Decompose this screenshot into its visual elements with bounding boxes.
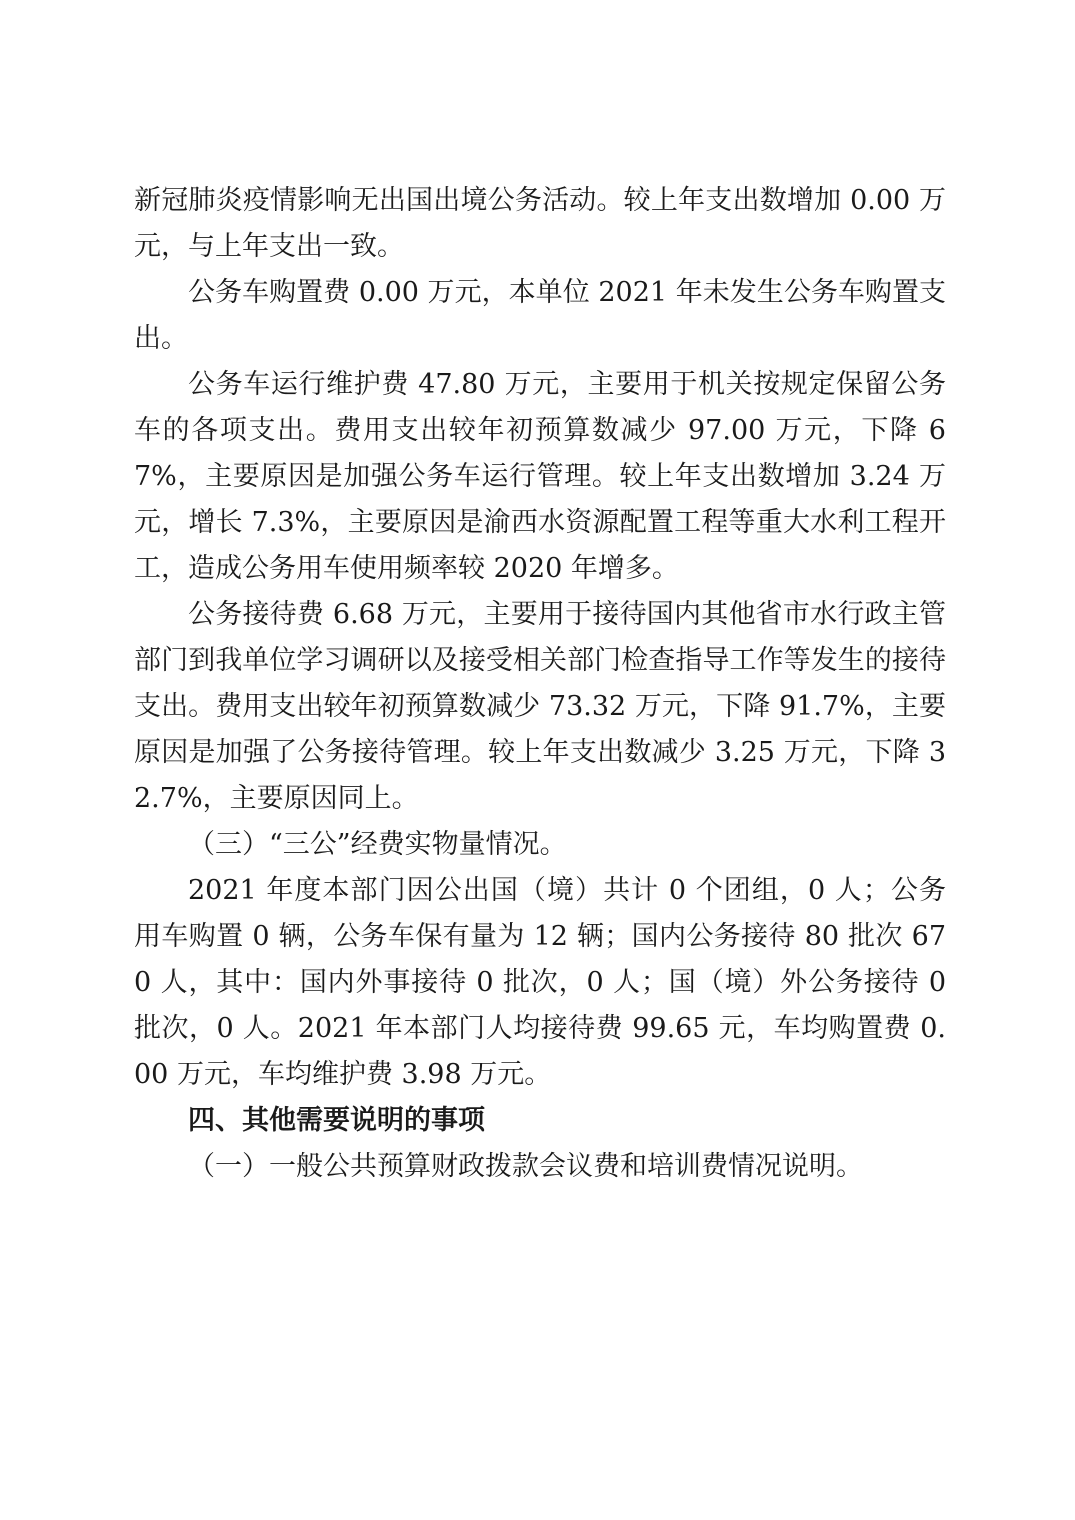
paragraph-vehicle-purchase: 公务车购置费 0.00 万元，本单位 2021 年未发生公务车购置支出。 [134,277,946,354]
paragraph-vehicle-maintenance: 公务车运行维护费 47.80 万元，主要用于机关按规定保留公务车的各项支出。费用支出较年初预算数减少 97.00 万元，下降 67%，主要原因是加强公务车运行管理。较上年支出数增加 3.24 万元，增长 7.3%，主要原因是渝西水资源配置工程等重大水利工程开工，造成公务用车使用频率较 2020 年增多。 [134,369,946,584]
document-body [134,178,946,1190]
subheading-physical-quantity: （三）“三公”经费实物量情况。 [188,829,567,860]
section-heading-other-matters: 四、其他需要说明的事项 [188,1105,485,1136]
subheading-meeting-training: （一）一般公共预算财政拨款会议费和培训费情况说明。 [188,1151,863,1182]
paragraph-reception: 公务接待费 6.68 万元，主要用于接待国内其他省市水行政主管部门到我单位学习调研以及接受相关部门检查指导工作等发生的接待支出。费用支出较年初预算数减少 73.32 万元，下降 91.7%，主要原因是加强了公务接待管理。较上年支出数减少 3.25 万元，下降 32.7%，主要原因同上。 [134,599,946,814]
paragraph-physical-quantity: 2021 年度本部门因公出国（境）共计 0 个团组，0 人；公务用车购置 0 辆，公务车保有量为 12 辆；国内公务接待 80 批次 670 人，其中：国内外事接待 0 批次，0 人；国（境）外公务接待 0 批次，0 人。2021 年本部门人均接待费 99.65 元，车均购置费 0.00 万元，车均维护费 3.98 万元。 [134,875,946,1090]
paragraph-travel-continuation: 新冠肺炎疫情影响无出国出境公务活动。较上年支出数增加 0.00 万元，与上年支出一致。 [134,185,946,262]
